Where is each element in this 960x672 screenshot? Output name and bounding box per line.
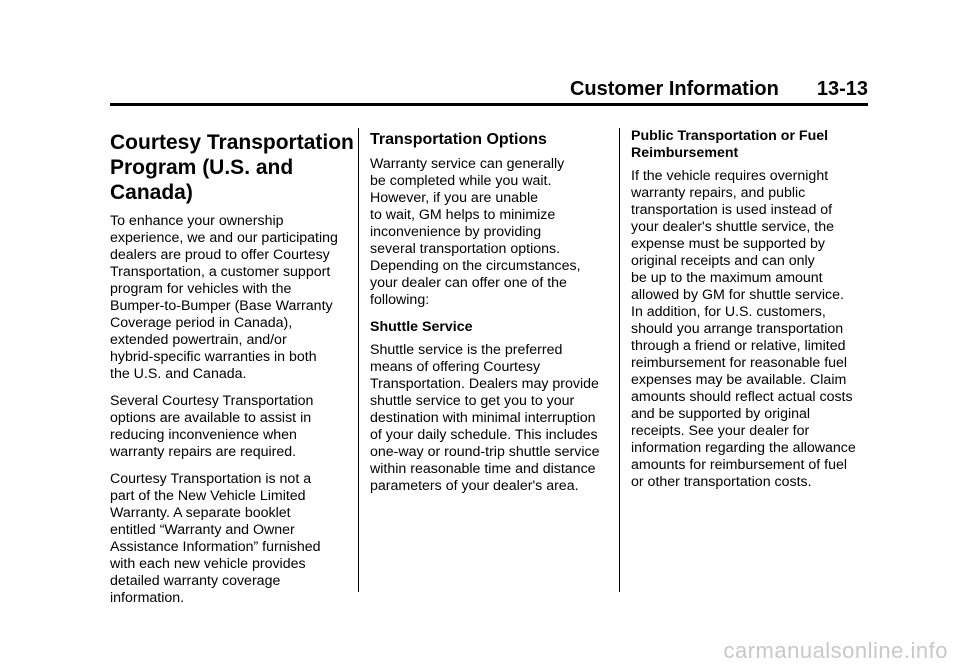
text-line: inconvenience by providing [370, 224, 542, 240]
text-line: entitled “Warranty and Owner [110, 522, 295, 538]
watermark: carmanualsonline.info [723, 638, 948, 663]
text-line: warranty repairs are required. [110, 444, 297, 460]
page-header [110, 78, 868, 101]
text-line: detailed warranty coverage [110, 573, 281, 589]
page-number: 13-13 [816, 78, 868, 100]
text-line: to wait, GM helps to minimize [370, 207, 556, 223]
column-3 [631, 128, 871, 501]
paragraph-reimbursement [631, 168, 871, 491]
text-line: Transportation. Dealers may provide [370, 376, 599, 392]
text-line: Program (U.S. and [110, 156, 294, 179]
paragraph-intro [110, 213, 350, 383]
text-line: program for vehicles with the [110, 281, 292, 297]
column-divider-1 [358, 128, 359, 592]
text-line: Reimbursement [631, 145, 739, 161]
text-line: options are available to assist in [110, 410, 312, 426]
text-line: Bumper-to-Bumper (Base Warranty [110, 298, 333, 314]
column-2 [370, 128, 610, 505]
text-line: within reasonable time and distance [370, 461, 596, 477]
text-line: Transportation, a customer support [110, 264, 331, 280]
text-line: the U.S. and Canada. [110, 366, 247, 382]
public-transport-heading [631, 128, 871, 162]
text-line: your dealer's shuttle service, the [631, 219, 835, 235]
text-line: hybrid-specific warranties in both [110, 349, 317, 365]
text-line: or other transportation costs. [631, 474, 812, 490]
text-line: Warranty. A separate booklet [110, 505, 291, 521]
text-line: Canada) [110, 181, 193, 204]
text-line: with each new vehicle provides [110, 556, 306, 572]
text-line: Courtesy Transportation [110, 131, 354, 154]
text-line: through a friend or relative, limited [631, 338, 846, 354]
text-line: amounts for reimbursement of fuel [631, 457, 848, 473]
text-line: transportation is used instead of [631, 202, 833, 218]
text-line: be up to the maximum amount [631, 270, 823, 286]
text-line: To enhance your ownership [110, 213, 284, 229]
text-line: However, if you are unable [370, 190, 538, 206]
header-rule [110, 103, 868, 106]
text-line: receipts. See your dealer for [631, 423, 810, 439]
paragraph-options [110, 393, 350, 461]
text-line: and be supported by original [631, 406, 811, 422]
text-line: be completed while you wait. [370, 173, 552, 189]
text-line: information regarding the allowance [631, 440, 856, 456]
text-line: following: [370, 292, 430, 308]
text-line: warranty repairs, and public [631, 185, 806, 201]
text-line: destination with minimal interruption [370, 410, 596, 426]
text-line: experience, we and our participating [110, 230, 338, 246]
text-line: Coverage period in Canada), [110, 315, 293, 331]
text-line: Public Transportation or Fuel [631, 128, 829, 144]
main-title [110, 130, 354, 205]
text-line: In addition, for U.S. customers, [631, 304, 826, 320]
text-line: original receipts and can only [631, 253, 815, 269]
text-line: shuttle service to get you to your [370, 393, 575, 409]
text-line: means of offering Courtesy [370, 359, 541, 375]
text-line: Warranty service can generally [370, 156, 565, 172]
text-line: reducing inconvenience when [110, 427, 297, 443]
text-line: of your daily schedule. This includes [370, 427, 598, 443]
section-title: Customer Information [569, 78, 779, 100]
text-line: extended powertrain, and/or [110, 332, 287, 348]
text-line: Courtesy Transportation is not a [110, 471, 312, 487]
paragraph-shuttle [370, 342, 610, 495]
text-line: several transportation options. [370, 241, 561, 257]
text-line: Shuttle service is the preferred [370, 342, 563, 358]
text-line: one-way or round-trip shuttle service [370, 444, 600, 460]
text-line: your dealer can offer one of the [370, 275, 567, 291]
text-line: Several Courtesy Transportation [110, 393, 314, 409]
text-line: information. [110, 590, 185, 606]
text-line: should you arrange transportation [631, 321, 844, 337]
shuttle-service-heading: Shuttle Service [370, 319, 473, 335]
paragraph-transport-intro [370, 156, 610, 309]
text-line: reimbursement for reasonable fuel [631, 355, 848, 371]
text-line: Assistance Information” furnished [110, 539, 321, 555]
text-line: dealers are proud to offer Courtesy [110, 247, 330, 263]
text-line: expenses may be available. Claim [631, 372, 847, 388]
text-line: expense must be supported by [631, 236, 826, 252]
text-line: parameters of your dealer's area. [370, 478, 579, 494]
column-1 [110, 128, 354, 617]
text-line: amounts should reflect actual costs [631, 389, 853, 405]
paragraph-warranty-note [110, 471, 350, 607]
text-line: If the vehicle requires overnight [631, 168, 829, 184]
text-line: allowed by GM for shuttle service. [631, 287, 844, 303]
transportation-options-heading: Transportation Options [370, 131, 547, 148]
text-line: Depending on the circumstances, [370, 258, 581, 274]
text-line: part of the New Vehicle Limited [110, 488, 306, 504]
column-divider-2 [619, 128, 620, 592]
